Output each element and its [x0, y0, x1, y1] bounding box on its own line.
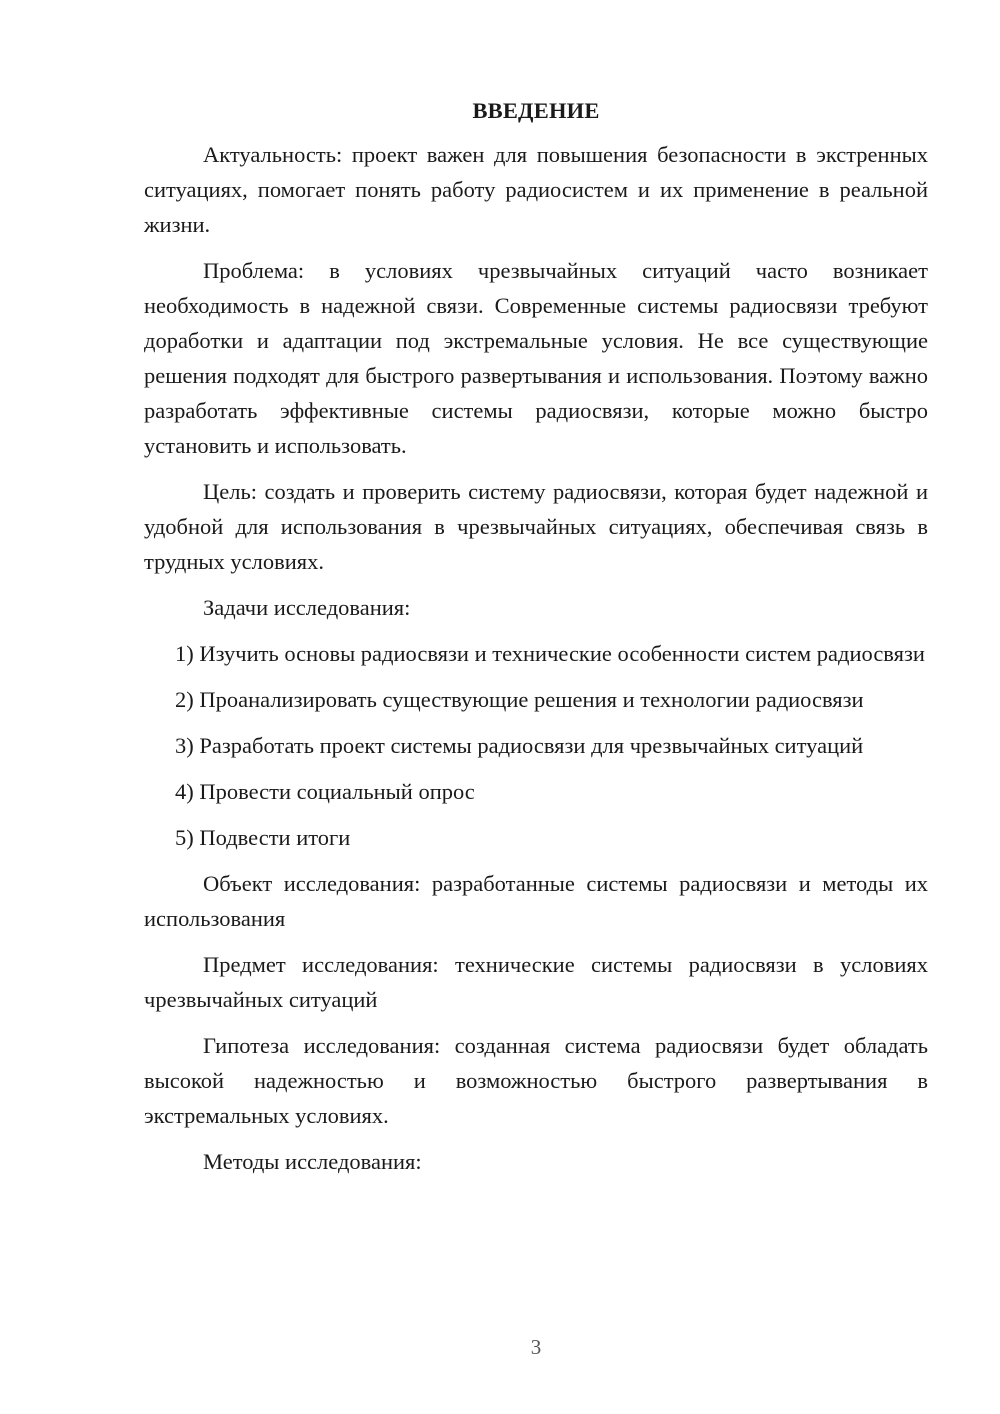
paragraph-relevance: Актуальность: проект важен для повышения безопасности в экстренных ситуациях, помогает понять работу радиосистем и их применение в реальной жизни. [144, 142, 928, 237]
page-number: 3 [530, 1335, 542, 1359]
task-item-2: 2) Проанализировать существующие решения и технологии радиосвязи [175, 687, 864, 712]
paragraph-subject: Предмет исследования: технические системы радиосвязи в условиях чрезвычайных ситуаций [144, 952, 928, 1012]
methods-title: Методы исследования: [203, 1149, 422, 1174]
page-title: ВВЕДЕНИЕ [472, 98, 600, 123]
document-page [144, 96, 928, 1190]
paragraph-object: Объект исследования: разработанные системы радиосвязи и методы их использования [144, 871, 928, 931]
paragraph-hypothesis: Гипотеза исследования: созданная система радиосвязи будет обладать высокой надежностью и возможностью быстрого развертывания в экстремальных условиях. [144, 1033, 928, 1128]
paragraph-problem: Проблема: в условиях чрезвычайных ситуаций часто возникает необходимость в надежной связи. Современные системы радиосвязи требуют доработки и адаптации под экстремальные условия. Не все существующие решения подходят для быстрого развертывания и использования. Поэтому важно разработать эффективные системы радиосвязи, которые можно быстро установить и использовать. [144, 258, 928, 458]
task-item-5: 5) Подвести итоги [175, 825, 351, 850]
task-item-1: 1) Изучить основы радиосвязи и технические особенности систем радиосвязи [175, 641, 925, 666]
tasks-title: Задачи исследования: [203, 595, 411, 620]
paragraph-goal: Цель: создать и проверить систему радиосвязи, которая будет надежной и удобной для использования в чрезвычайных ситуациях, обеспечивая связь в трудных условиях. [144, 479, 928, 574]
task-item-4: 4) Провести социальный опрос [175, 779, 475, 804]
task-item-3: 3) Разработать проект системы радиосвязи для чрезвычайных ситуаций [175, 733, 864, 758]
